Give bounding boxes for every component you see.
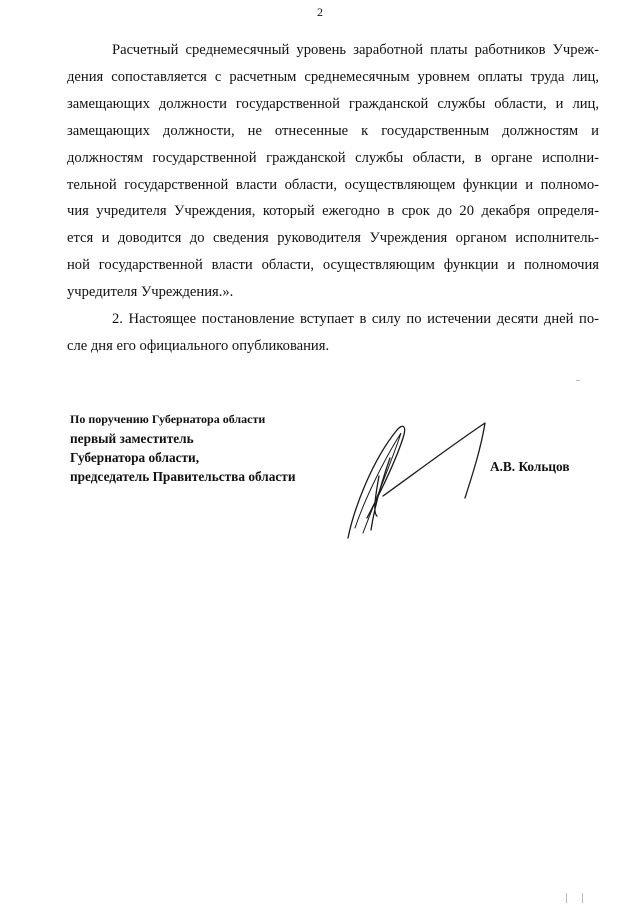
- paragraph-line: Расчетный среднемесячный уровень заработной платы работников Учреж-: [112, 42, 599, 58]
- paragraph-line: ется и доводится до сведения руководителя Учреждения органом исполнитель-: [67, 230, 599, 247]
- scan-mark: [582, 893, 583, 903]
- paragraph-line: должностям государственной гражданской службы области, в органе исполни-: [67, 149, 599, 166]
- paragraph-line: замещающих должности, не отнесенные к государственным должностям и: [67, 122, 599, 139]
- signatory-line: первый заместитель: [70, 431, 194, 446]
- signatory-line: Губернатора области,: [70, 450, 200, 465]
- paragraph-1: [67, 37, 599, 306]
- document-body: [67, 37, 599, 360]
- signatory-line: По поручению Губернатора области: [70, 412, 266, 426]
- page-number: 2: [317, 5, 323, 19]
- paragraph-line: сле дня его официального опубликования.: [67, 337, 330, 354]
- handwritten-signature: [335, 418, 500, 543]
- paragraph-line: ной государственной власти области, осуществляющим функции и полномочия: [67, 257, 599, 274]
- paragraph-line: замещающих должности государственной гражданской службы области, и лиц,: [67, 95, 599, 112]
- paragraph-line: тельной государственной власти области, осуществляющем функции и полномо-: [67, 176, 599, 193]
- paragraph-2: [67, 306, 599, 360]
- paragraph-line: чия учредителя Учреждения, который ежегодно в срок до 20 декабря определя-: [67, 203, 599, 220]
- paragraph-line: дения сопоставляется с расчетным среднемесячным уровнем оплаты труда лиц,: [67, 68, 599, 85]
- signatory-title-block: [70, 410, 296, 486]
- paragraph-line: 2. Настоящее постановление вступает в силу по истечении десяти дней по-: [112, 311, 599, 328]
- scan-mark: [566, 893, 567, 903]
- paragraph-line: учредителя Учреждения.».: [67, 284, 234, 301]
- signer-name: А.В. Кольцов: [490, 459, 570, 474]
- signatory-line: председатель Правительства области: [70, 469, 296, 484]
- scan-mark: [576, 380, 580, 381]
